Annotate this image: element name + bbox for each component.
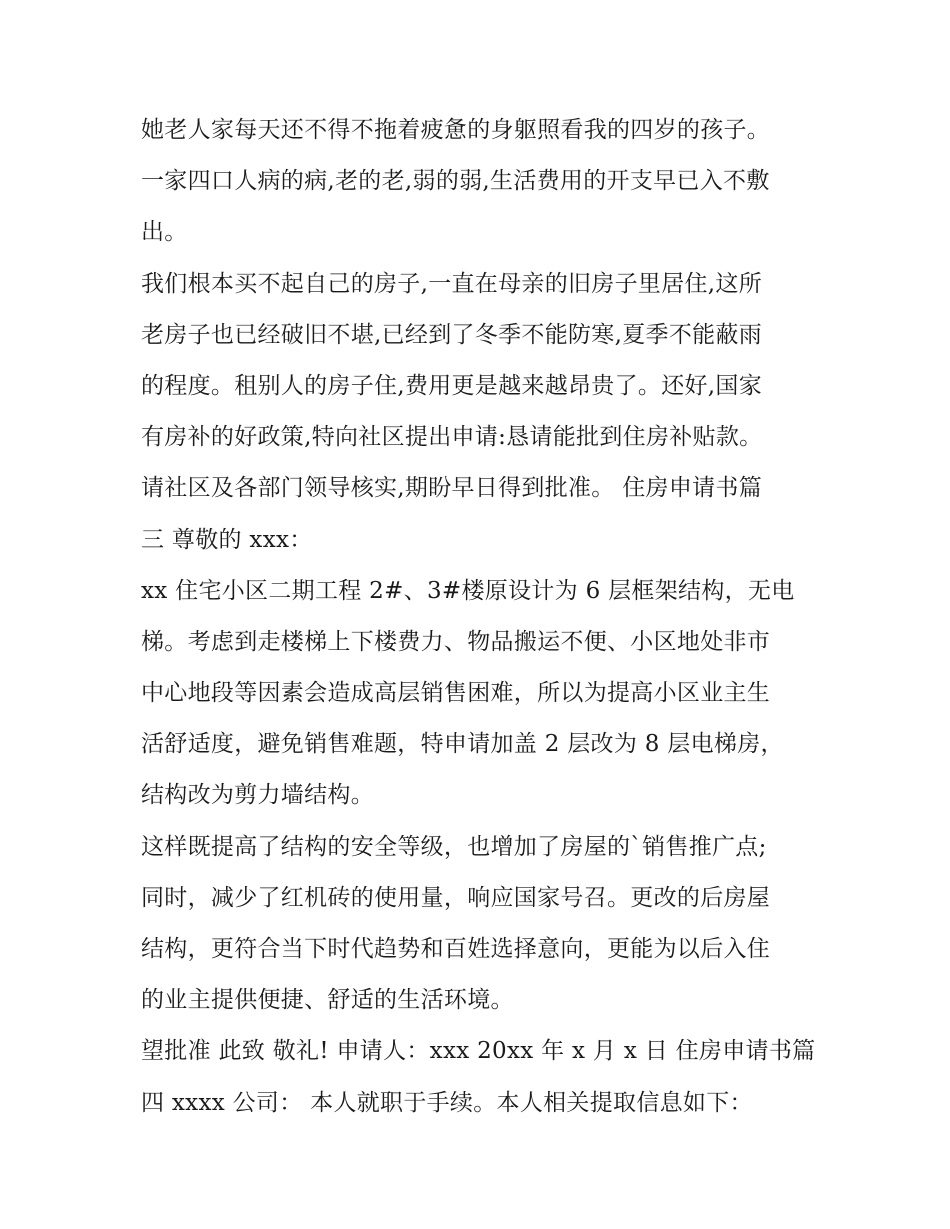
text-line: 我们根本买不起自己的房子,一直在母亲的旧房子里居住,这所 [141, 270, 763, 297]
text-line: 有房补的好政策,特向社区提出申请:恳请能批到住房补贴款。 [141, 424, 763, 451]
text-line: 望批准 此致 敬礼! 申请人：xxx 20xx 年 x 月 x 日 住房申请书篇 [141, 1038, 816, 1065]
text-line: 一家四口人病的病,老的老,弱的弱,生活费用的开支早已入不敷 [141, 168, 770, 195]
text-line: 请社区及各部门领导核实,期盼早日得到批准。 住房申请书篇 [141, 475, 763, 502]
text-line: 的程度。租别人的房子住,费用更是越来越昂贵了。还好,国家 [141, 372, 763, 399]
text-line: 的业主提供便捷、舒适的生活环境。 [141, 987, 514, 1014]
text-line: 出。 [141, 219, 188, 246]
text-line: 同时，减少了红机砖的使用量，响应国家号召。更改的后房屋 [141, 884, 771, 911]
text-line: 四 xxxx 公司： 本人就职于手续。本人相关提取信息如下： [141, 1089, 753, 1116]
text-line: xx 住宅小区二期工程 2#、3#楼原设计为 6 层框架结构，无电 [141, 577, 795, 604]
text-line: 老房子也已经破旧不堪,已经到了冬季不能防寒,夏季不能蔽雨 [141, 321, 763, 348]
text-line: 她老人家每天还不得不拖着疲惫的身躯照看我的四岁的孩子。 [141, 117, 771, 143]
text-line: 结构改为剪力墙结构。 [141, 782, 374, 809]
text-line: 结构，更符合当下时代趋势和百姓选择意向，更能为以后入住 [141, 936, 771, 962]
document-body [141, 105, 831, 1129]
text-line: 中心地段等因素会造成高层销售困难，所以为提高小区业主生 [141, 680, 771, 707]
text-line: 这样既提高了结构的安全等级，也增加了房屋的`销售推广点; [141, 833, 767, 860]
text-line: 活舒适度，避免销售难题，特申请加盖 2 层改为 8 层电梯房， [141, 731, 784, 758]
text-line: 梯。考虑到走楼梯上下楼费力、物品搬运不便、小区地处非市 [141, 628, 771, 655]
text-line: 三 尊敬的 xxx： [141, 526, 313, 553]
